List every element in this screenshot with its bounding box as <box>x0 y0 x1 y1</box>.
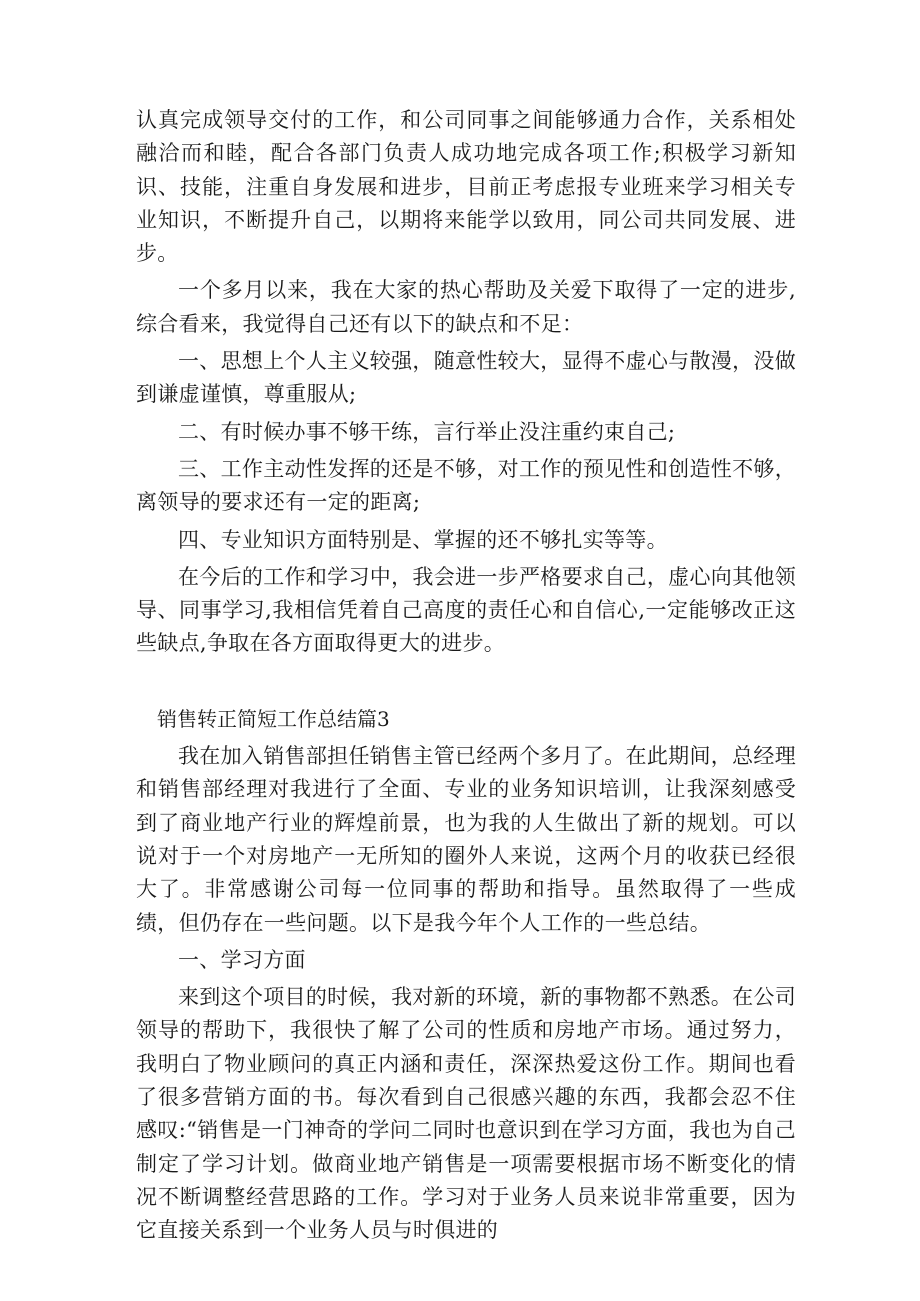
paragraph-work-summary: 认真完成领导交付的工作，和公司同事之间能够通力合作，关系相处融洽而和睦，配合各部门负责人成功地完成各项工作;积极学习新知识、技能，注重自身发展和进步，目前正考虑报专业班来学习相关专业知识，不断提升自己，以期将来能学以致用，同公司共同发展、进步。 <box>136 108 796 266</box>
document-body <box>136 104 796 1252</box>
paragraph-shortcoming-1: 一、思想上个人主义较强，随意性较大，显得不虚心与散漫，没做到谦虚谨慎，尊重服从; <box>136 349 796 407</box>
paragraph-shortcomings-intro: 一个多月以来，我在大家的热心帮助及关爱下取得了一定的进步,综合看来，我觉得自己还有以下的缺点和不足： <box>136 278 796 336</box>
paragraph-shortcoming-3: 三、工作主动性发挥的还是不够，对工作的预见性和创造性不够，离领导的要求还有一定的距离; <box>136 456 796 515</box>
paragraph-future-plan: 在今后的工作和学习中，我会进一步严格要求自己，虚心向其他领导、同事学习,我相信凭着自己高度的责任心和自信心,一定能够改正这些缺点,争取在各方面取得更大的进步。 <box>136 564 796 656</box>
paragraph-sales-intro: 我在加入销售部担任销售主管已经两个多月了。在此期间，总经理和销售部经理对我进行了全面、专业的业务知识培训，让我深刻感受到了商业地产行业的辉煌前景，也为我的人生做出了新的规划。可以说对于一个对房地产一无所知的圈外人来说，这两个月的收获已经很大了。非常感谢公司每一位同事的帮助和指导。虽然取得了一些成绩，但仍存在一些问题。以下是我今年个人工作的一些总结。 <box>136 744 796 935</box>
paragraph-shortcoming-4: 四、专业知识方面特别是、掌握的还不够扎实等等。 <box>178 527 668 552</box>
paragraph-shortcoming-2: 二、有时候办事不够干练，言行举止没注重约束自己; <box>178 419 676 444</box>
section-spacer <box>136 665 796 703</box>
paragraph-learning-body: 来到这个项目的时候，我对新的环境，新的事物都不熟悉。在公司领导的帮助下，我很快了解了公司的性质和房地产市场。通过努力，我明白了物业顾问的真正内涵和责任，深深热爱这份工作。期间也看了很多营销方面的书。每次看到自己很感兴趣的东西，我都会忍不住感叹:“销售是一门神奇的学问二同时也意识到在学习方面，我也为自己制定了学习计划。做商业地产销售是一项需要根据市场不断变化的情况不断调整经营思路的工作。学习对于业务人员来说非常重要，因为它直接关系到一个业务人员与时俱进的 <box>136 985 796 1243</box>
paragraph-learning-heading: 一、学习方面 <box>178 947 306 972</box>
section-title: 销售转正简短工作总结篇3 <box>157 706 390 731</box>
